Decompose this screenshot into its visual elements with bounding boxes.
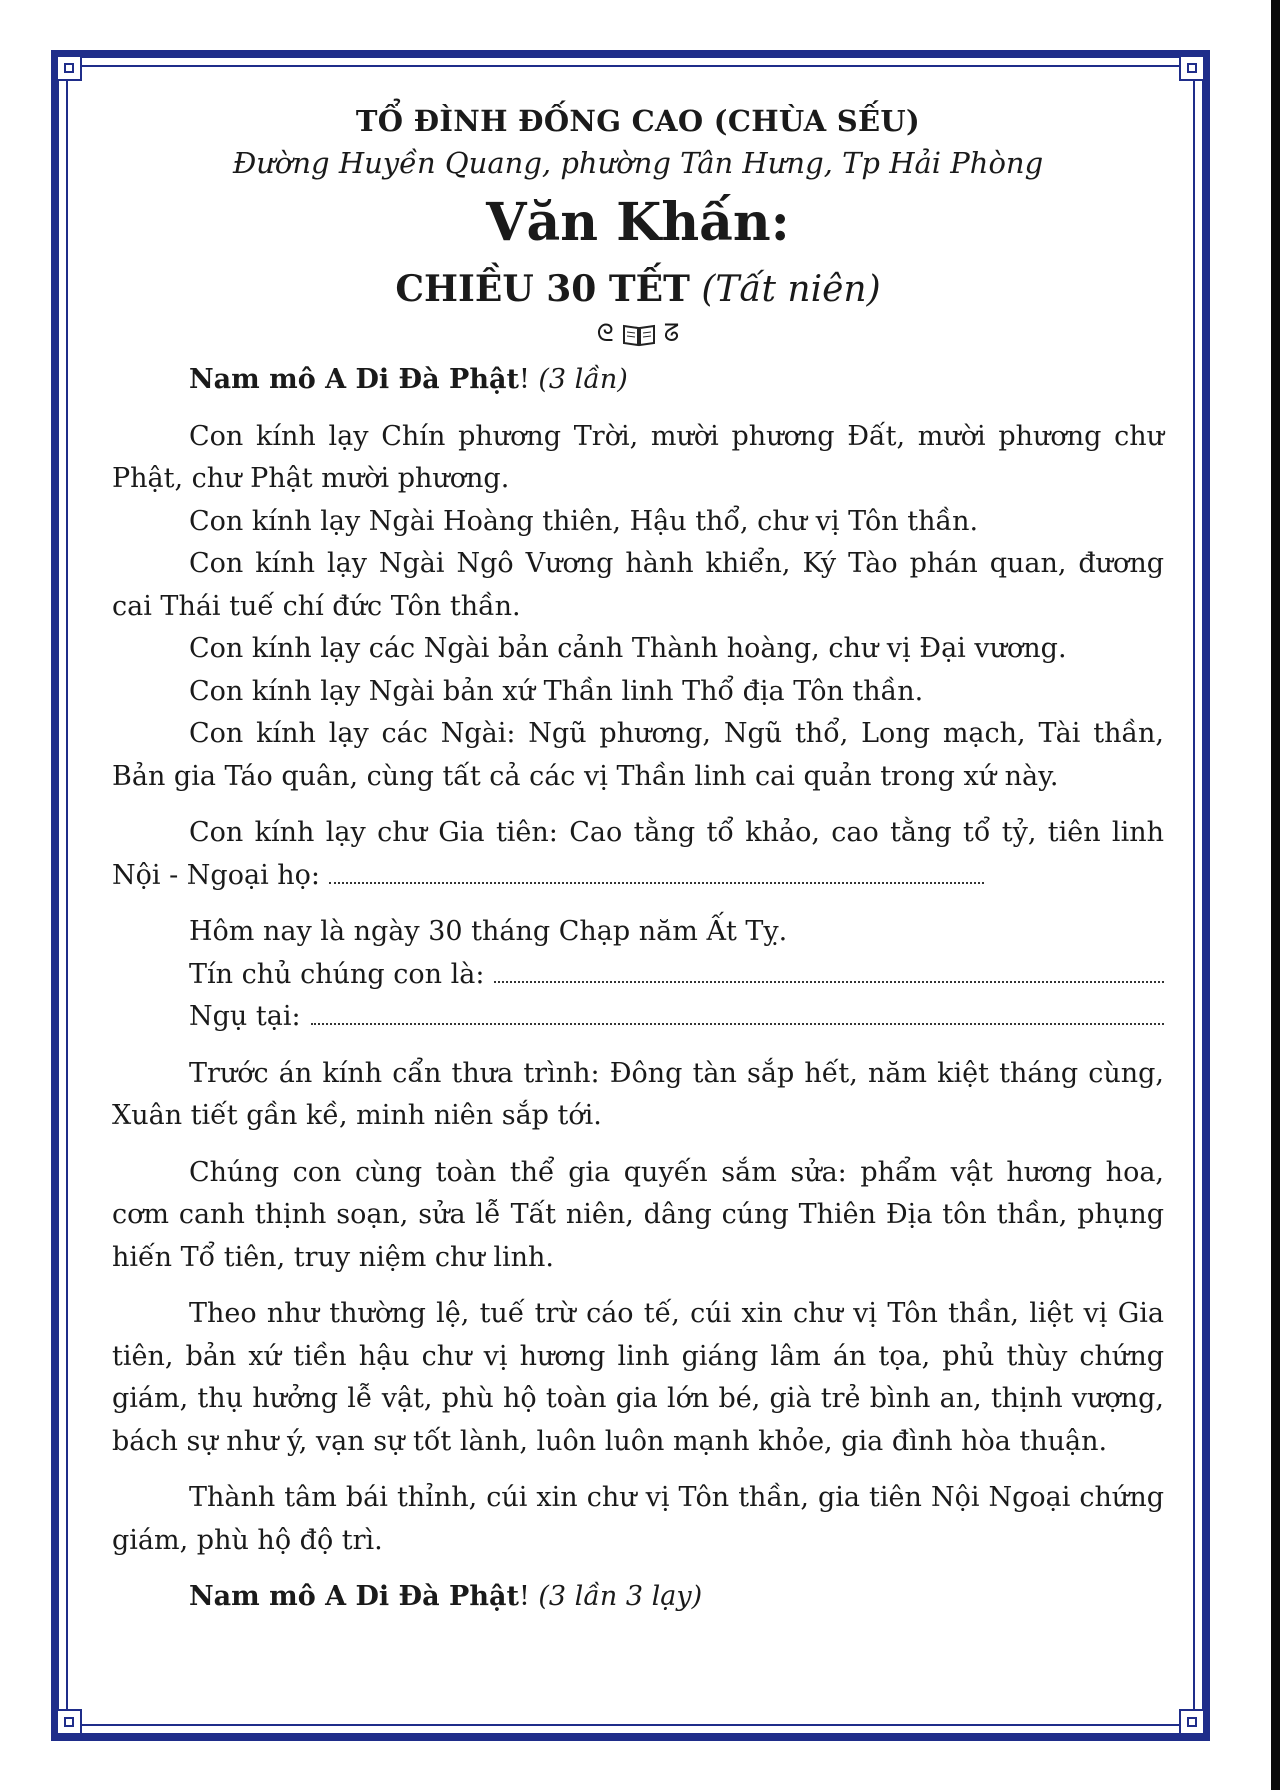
- devotee-label: Tín chủ chúng con là:: [189, 958, 485, 990]
- document-body: [112, 100, 1164, 1619]
- paragraph-12: Chúng con cùng toàn thể gia quyến sắm sửa: phẩm vật hương hoa, cơm canh thịnh soạn, sửa lễ Tất niên, dâng cúng Thiên Địa tôn thần, phụng hiến Tổ tiên, truy niệm chư linh.: [112, 1156, 1164, 1273]
- subtitle-main: CHIỀU 30 TẾT: [395, 268, 690, 310]
- corner-ornament: [1179, 55, 1205, 81]
- closing-excl: !: [518, 1581, 530, 1612]
- corner-ornament: [1179, 1709, 1205, 1735]
- paragraph-14: Thành tâm bái thỉnh, cúi xin chư vị Tôn thần, gia tiên Nội Ngoại chứng giám, phù hộ độ trì.: [112, 1482, 1164, 1556]
- paragraph-11: Trước án kính cẩn thưa trình: Đông tàn sắp hết, năm kiệt tháng cùng, Xuân tiết gần kề, minh niên sắp tới.: [112, 1057, 1164, 1131]
- devotee-fill-line: [494, 957, 1164, 983]
- paragraph-1: Con kính lạy Chín phương Trời, mười phương Đất, mười phương chư Phật, chư Phật mười phương.: [112, 420, 1164, 494]
- invocation-excl: !: [518, 364, 530, 395]
- closing-text: Nam mô A Di Đà Phật: [189, 1581, 519, 1612]
- paragraph-13: Theo như thường lệ, tuế trừ cáo tế, cúi xin chư vị Tôn thần, liệt vị Gia tiên, bản xứ tiền hậu chư vị hương linh giáng lâm án tọa, phủ thùy chứng giám, thụ hưởng lễ vật, phù hộ toàn gia lớn bé, già trẻ bình an, thịnh vượng, bách sự như ý, vạn sự tốt lành, luôn luôn mạnh khỏe, gia đình hòa thuận.: [112, 1298, 1164, 1457]
- residence-line: [112, 996, 1164, 1039]
- temple-address: Đường Huyền Quang, phường Tân Hưng, Tp Hải Phòng: [232, 146, 1044, 180]
- paragraph-4: Con kính lạy các Ngài bản cảnh Thành hoàng, chư vị Đại vương.: [189, 633, 1067, 664]
- title-ornament: [112, 315, 1164, 351]
- devotee-line: [112, 954, 1164, 997]
- paragraph-2: Con kính lạy Ngài Hoàng thiên, Hậu thổ, chư vị Tôn thần.: [189, 505, 979, 537]
- document-subtitle: [112, 264, 1164, 315]
- ornament-right: ᘔ: [663, 319, 680, 347]
- ornament-left: ᘓ: [596, 319, 614, 347]
- temple-name: TỔ ĐÌNH ĐỐNG CAO (CHÙA SẾU): [355, 104, 921, 138]
- document-title: Văn Khấn:: [486, 192, 790, 253]
- residence-label: Ngụ tại:: [189, 1001, 301, 1032]
- closing-line: [112, 1576, 1164, 1619]
- paragraph-7: [112, 812, 1164, 897]
- paragraph-6: Con kính lạy các Ngài: Ngũ phương, Ngũ thổ, Long mạch, Tài thần, Bản gia Táo quân, cùng tất cả các vị Thần linh cai quản trong xứ này.: [112, 718, 1164, 792]
- paragraph-8: Hôm nay là ngày 30 tháng Chạp năm Ất Tỵ.: [189, 916, 788, 947]
- paragraph-5: Con kính lạy Ngài bản xứ Thần linh Thổ địa Tôn thần.: [189, 675, 924, 707]
- ancestors-text: Con kính lạy chư Gia tiên: Cao tằng tổ khảo, cao tằng tổ tỷ, tiên linh Nội - Ngoại họ:: [112, 817, 1164, 891]
- window-edge: [1271, 0, 1280, 1790]
- open-book-icon: [622, 321, 656, 345]
- subtitle-note: (Tất niên): [701, 269, 881, 310]
- ancestors-fill-line: [329, 858, 984, 884]
- corner-ornament: [56, 1709, 82, 1735]
- invocation-line: [112, 359, 1164, 402]
- closing-note: (3 lần 3 lạy): [538, 1581, 703, 1612]
- corner-ornament: [56, 55, 82, 81]
- invocation-text: Nam mô A Di Đà Phật: [189, 364, 519, 395]
- invocation-note: (3 lần): [538, 364, 628, 395]
- paragraph-3: Con kính lạy Ngài Ngô Vương hành khiển, Ký Tào phán quan, đương cai Thái tuế chí đức Tôn thần.: [112, 548, 1164, 622]
- residence-fill-line: [311, 999, 1164, 1025]
